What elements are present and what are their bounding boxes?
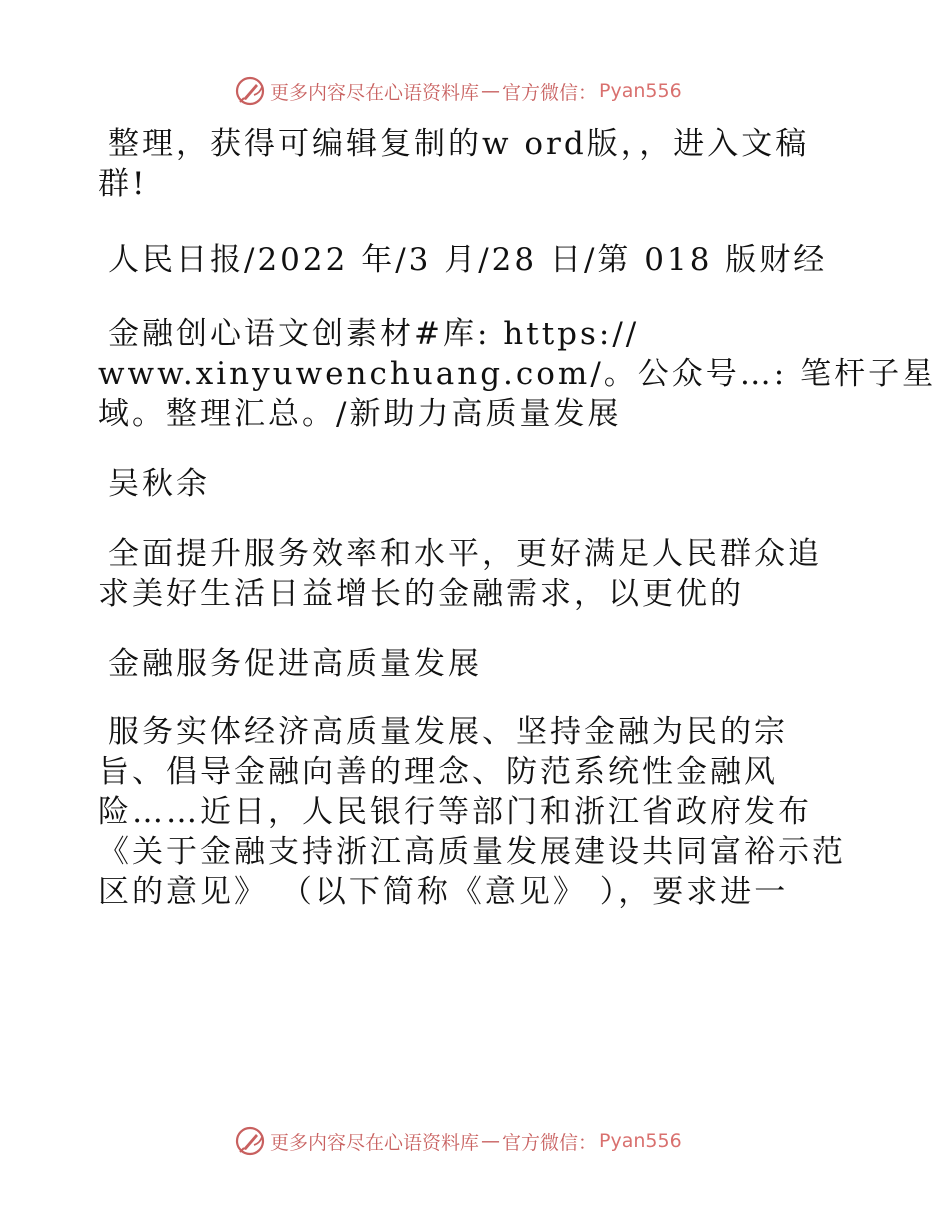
text-line: 吴秋余 [108,466,210,502]
text-line: 金融服务促进高质量发展 [108,646,482,682]
watermark-label: 官方微信： [502,81,598,104]
paragraph-body [98,712,868,912]
text-line: 群! [98,166,148,202]
paragraph-intro [98,124,868,204]
text-line: 区的意见》 （以下简称《意见》 ），要求进一 [98,874,789,910]
paragraph-source [98,240,868,280]
text-line: 求美好生活日益增长的金融需求，以更优的 [98,576,744,612]
text-line: www.xinyuwenchuang.com/。公众号…: 笔杆子星 [98,356,937,392]
paragraph-lead [98,534,868,614]
text-line: 域。整理汇总。/新助力高质量发展 [98,396,622,432]
footer-watermark [234,1124,682,1158]
watermark-id: Pyan556 [599,1130,682,1152]
text-line: 金融创心语文创素材#库: https:// [108,316,640,352]
paragraph-title [98,314,937,434]
quill-logo-icon [234,1125,266,1157]
watermark-text: 更多内容尽在心语资料库 [270,81,480,104]
watermark-separator: — [481,80,501,102]
quill-logo-icon [234,75,266,107]
text-line: 旨、倡导金融向善的理念、防范系统性金融风 [98,754,778,790]
text-line: 险……近日，人民银行等部门和浙江省政府发布 [98,794,812,830]
watermark-separator: — [481,1130,501,1152]
text-line: 服务实体经济高质量发展、坚持金融为民的宗 [108,714,788,750]
text-line: 《关于金融支持浙江高质量发展建设共同富裕示范 [98,834,846,870]
document-body [98,124,937,930]
watermark-label: 官方微信： [502,1131,598,1154]
paragraph-author [98,464,868,504]
watermark-text: 更多内容尽在心语资料库 [270,1131,480,1154]
text-line: 整理，获得可编辑复制的w ord版，，进入文稿 [108,126,810,162]
paragraph-subheading [98,644,868,684]
text-line: 全面提升服务效率和水平，更好满足人民群众追 [108,536,822,572]
text-line: 人民日报/2022 年/3 月/28 日/第 018 版财经 [108,242,828,278]
header-watermark [234,74,682,108]
watermark-id: Pyan556 [599,80,682,102]
